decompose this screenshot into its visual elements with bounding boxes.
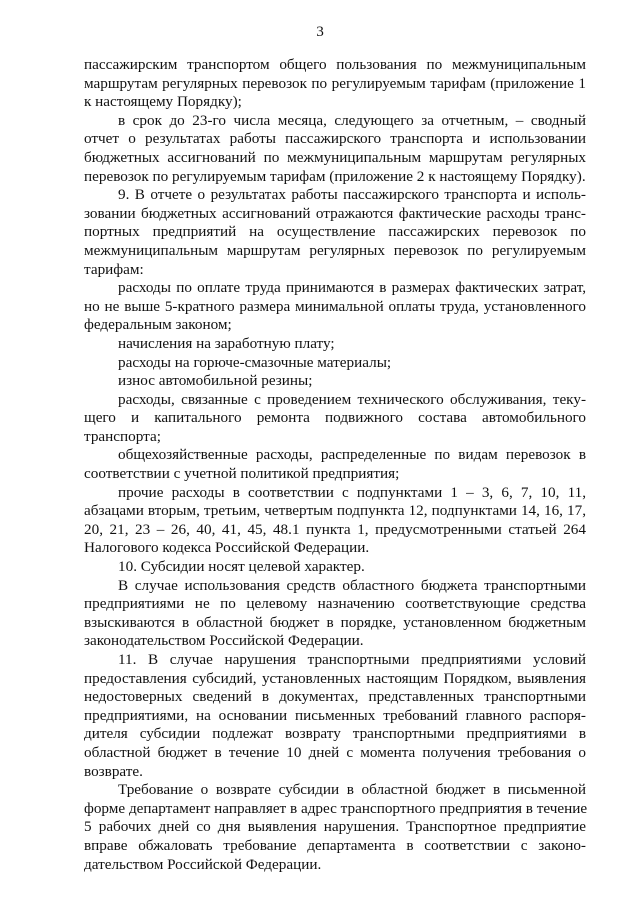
text-line: федеральным законом; [84,316,232,334]
text-line: Требование о возврате субсидии в областной бюджет в письменной [118,781,586,799]
text-line: расходы, связанные с проведением технического обслуживания, теку- [118,390,586,408]
text-line: соответствии с учетной политикой предприятия; [84,465,400,483]
text-line: взыскиваются в областной бюджет в порядке, установленном бюджетным [84,613,586,631]
text-line: 9. В отчете о результатах работы пассажирского транспорта и исполь- [118,186,586,204]
text-line: областной бюджет в течение 10 дней с момента получения требования о [84,743,586,761]
text-line: перевозок по регулируемым тарифам (приложение 2 к настоящему Порядку). [84,167,586,185]
text-line: щего и капитального ремонта подвижного состава автомобильного [84,409,586,427]
text-line: предоставления субсидий, установленных настоящим Порядком, выявления [84,669,586,687]
text-line: 5 рабочих дней со дня выявления нарушения. Транспортное предприятие [84,818,586,836]
text-line: маршрутам регулярных перевозок по регулируемым тарифам (приложение 1 [84,74,586,92]
text-line: расходы на горюче-смазочные материалы; [118,353,392,371]
text-line: 11. В случае нарушения транспортными предприятиями условий [118,651,586,668]
text-line: к настоящему Порядку); [84,93,242,111]
text-line: дательством Российской Федерации. [84,855,322,873]
text-line: расходы по оплате труда принимаются в размерах фактических затрат, [118,279,586,297]
text-line: законодательством Российской Федерации. [84,632,364,650]
page-number: 3 [316,23,324,40]
text-line: но не выше 5-кратного размера минимальной оплаты труда, установленного [84,297,586,315]
text-line: пассажирским транспортом общего пользования по межмуниципальным [84,56,586,73]
text-line: общехозяйственные расходы, распределенные по видам перевозок в [118,446,586,464]
text-line: начисления на заработную плату; [118,334,335,352]
text-line: 20, 21, 23 – 26, 40, 41, 45, 48.1 пункта 1, предусмотренными статьей 264 [84,520,586,538]
text-line: бюджетных ассигнований по межмуниципальным маршрутам регулярных [84,148,586,166]
text-line: транспорта; [84,427,161,445]
text-line: недостоверных сведений в документах, представленных транспортными [84,688,586,706]
text-line: межмуниципальным маршрутам регулярных перевозок по регулируемым [84,241,586,259]
text-line: 10. Субсидии носят целевой характер. [118,558,365,576]
text-line: предприятиями, на основании письменных требований главного распоря- [84,706,586,724]
document-body [84,56,586,874]
text-line: абзацами вторым, третьим, четвертым подпункта 12, подпунктами 14, 16, 17, [84,502,586,520]
text-line: в срок до 23-го числа месяца, следующего за отчетным, – сводный [118,111,586,129]
text-line: дителя субсидии подлежат возврату транспортными предприятиями в [84,725,586,743]
text-line: предприятиями не по целевому назначению соответствующие средства [84,595,586,613]
text-line: В случае использования средств областного бюджета транспортными [118,576,586,594]
text-line: портных предприятий на осуществление пассажирских перевозок по [84,223,586,241]
text-line: форме департамент направляет в адрес транспортного предприятия в течение [84,799,588,817]
text-line: тарифам: [84,260,144,278]
text-line: вправе обжаловать требование департамента в соответствии с законо- [84,836,586,854]
text-line: отчет о результатах работы пассажирского транспорта и использовании [84,130,586,148]
text-line: зовании бюджетных ассигнований отражаются фактические расходы транс- [84,204,586,222]
text-line: возврате. [84,762,143,780]
text-line: прочие расходы в соответствии с подпунктами 1 – 3, 6, 7, 10, 11, [118,483,586,501]
text-line: Налогового кодекса Российской Федерации. [84,539,370,557]
text-line: износ автомобильной резины; [118,372,313,390]
